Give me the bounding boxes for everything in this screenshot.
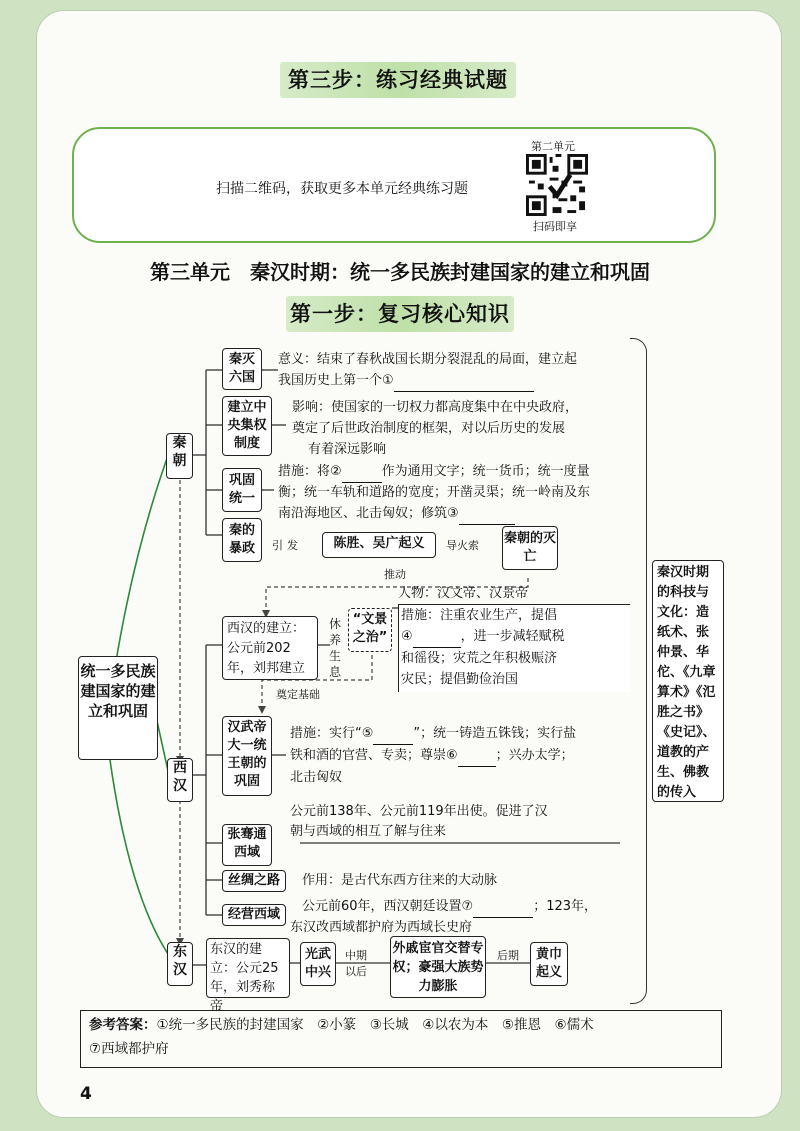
label-mid-period: 中期以后 — [345, 949, 367, 978]
emperor-wu-node: 汉武帝大一统王朝的巩固 — [222, 716, 272, 796]
wenjing-people: 人物：汉文帝、汉景帝 — [398, 586, 529, 601]
emperor-wu-measures-b2: ；兴办太学； — [495, 748, 574, 763]
label-push: 推动 — [384, 568, 406, 581]
qin-fall-node: 秦朝的灭亡 — [502, 526, 558, 570]
qin-measures-a2: 作为通用文字；统一货币；统一度量 — [381, 464, 590, 479]
qin-unify-answer-line — [278, 370, 534, 392]
silk-road-node: 丝绸之路 — [222, 870, 286, 892]
eastern-han-founding-node: 东汉的建立：公元25年，刘秀称帝 — [206, 938, 290, 998]
qin-blank-1: 我国历史上第一个① — [278, 373, 394, 388]
guangwu-revival-node: 光武中兴 — [300, 942, 336, 986]
manage-western-regions-node: 经营西域 — [222, 904, 286, 926]
zhang-qian-text-a: 公元前138年、公元前119年出使。促进了汉 — [290, 804, 548, 819]
culture-node: 秦汉时期的科技与文化：造纸术、张仲景、华佗、《九章算术》《氾胜之书》《史记》、道教的产生、佛教的传入 — [652, 560, 724, 802]
emperor-wu-measures-b — [290, 745, 574, 767]
qin-measures-c — [278, 503, 515, 525]
han-blank-6: 铁和酒的官营、专卖；尊崇⑥ — [290, 748, 458, 763]
emperor-wu-measures-a2: ”；统一铸造五铢钱；实行盐 — [413, 726, 577, 741]
qin-blank-2: 措施：将② — [278, 464, 342, 479]
yellow-turban-node: 黄巾起义 — [530, 942, 568, 986]
answer-line-2: ⑦西域都护府 — [89, 1041, 169, 1057]
wenjing-measures-c: 和徭役；灾荒之年积极赈济 — [401, 651, 558, 666]
western-regions-text-a — [302, 896, 597, 918]
qin-measures-b: 衡；统一车轨和道路的宽度；开凿灵渠；统一岭南及东 — [278, 485, 591, 500]
answer-line-1 — [89, 1013, 713, 1037]
unit-title: 第三单元 秦汉时期：统一多民族封建国家的建立和巩固 — [150, 260, 650, 284]
wenjing-measures-d: 灾民；提倡勤俭治国 — [401, 672, 519, 687]
label-late-period: 后期 — [497, 949, 519, 962]
eunuch-power-node: 外戚宦官交替专权；豪强大族势力膨胀 — [390, 936, 486, 998]
han-blank-7: 公元前60年，西汉朝廷设置⑦ — [302, 899, 474, 914]
silk-road-role: 作用：是古代东西方往来的大动脉 — [302, 873, 498, 888]
qr-scan-label: 扫码即享 — [533, 220, 577, 233]
qin-unify-significance: 意义：结束了春秋战国长期分裂混乱的局面，建立起 — [278, 352, 578, 367]
step3-banner: 第三步：练习经典试题 — [280, 62, 516, 98]
answer-label: 参考答案： — [89, 1017, 157, 1033]
zhang-qian-node: 张骞通西域 — [222, 824, 272, 866]
qin-blank-3: 南沿海地区、北击匈奴；修筑③ — [278, 506, 459, 521]
wenjing-rule-node: “文景之治” — [348, 608, 392, 652]
answer-key — [80, 1010, 722, 1068]
western-han-node: 西汉 — [167, 758, 193, 802]
qin-centralization-impact-a: 影响：使国家的一切权力都高度集中在中央政府， — [292, 400, 579, 415]
qr-prompt: 扫描二维码，获取更多本单元经典练习题 — [216, 181, 468, 197]
root-node: 统一多民族建国家的建立和巩固 — [78, 656, 158, 760]
eastern-han-node: 东汉 — [167, 942, 193, 986]
han-blank-5: 措施：实行“⑤ — [290, 726, 374, 741]
answer-items-1: ①统一多民族的封建国家 ②小篆 ③长城 ④以农为本 ⑤推恩 ⑥儒术 — [156, 1017, 594, 1033]
qin-unify-node: 秦灭六国 — [222, 348, 262, 390]
step1-banner: 第一步：复习核心知识 — [286, 296, 514, 332]
label-trigger: 引发 — [272, 539, 302, 552]
chen-wu-uprising-node: 陈胜、吴广起义 — [322, 532, 436, 558]
western-han-founding-node: 西汉的建立：公元前202年，刘邦建立 — [222, 616, 318, 680]
mindmap-bracket — [630, 338, 647, 1004]
western-regions-text-a2: ；123年， — [533, 899, 598, 914]
wenjing-measures-b2: ，进一步减轻赋税 — [460, 629, 565, 644]
qin-measures-a — [278, 461, 590, 483]
label-fuse: 导火索 — [446, 539, 479, 552]
emperor-wu-measures-c: 北击匈奴 — [290, 770, 343, 785]
qin-dynasty-node: 秦朝 — [166, 433, 193, 479]
wenjing-measures-a: 措施：注重农业生产，提倡 — [401, 608, 558, 623]
qin-consolidation-node: 巩固统一 — [222, 468, 262, 512]
han-blank-4: ④ — [401, 629, 413, 644]
qr-unit-label: 第二单元 — [531, 140, 575, 153]
label-foundation: 奠定基础 — [276, 688, 320, 701]
western-regions-text-b: 东汉改西域都护府为西域长史府 — [290, 920, 473, 935]
qin-centralization-impact-b: 奠定了后世政治制度的框架，对以后历史的发展 — [292, 421, 566, 436]
qin-tyranny-node: 秦的暴政 — [222, 518, 262, 562]
qin-centralization-node: 建立中央集权制度 — [222, 396, 272, 456]
wenjing-measures-b — [401, 626, 630, 648]
wenjing-measures-box — [398, 604, 630, 692]
page-number: 4 — [80, 1084, 92, 1104]
rest-recuperate-label: 休养生息 — [328, 617, 341, 679]
zhang-qian-text-b: 朝与西域的相互了解与往来 — [290, 824, 447, 839]
emperor-wu-measures-a — [290, 723, 576, 745]
qin-centralization-impact-c: 有着深远影响 — [308, 442, 387, 457]
